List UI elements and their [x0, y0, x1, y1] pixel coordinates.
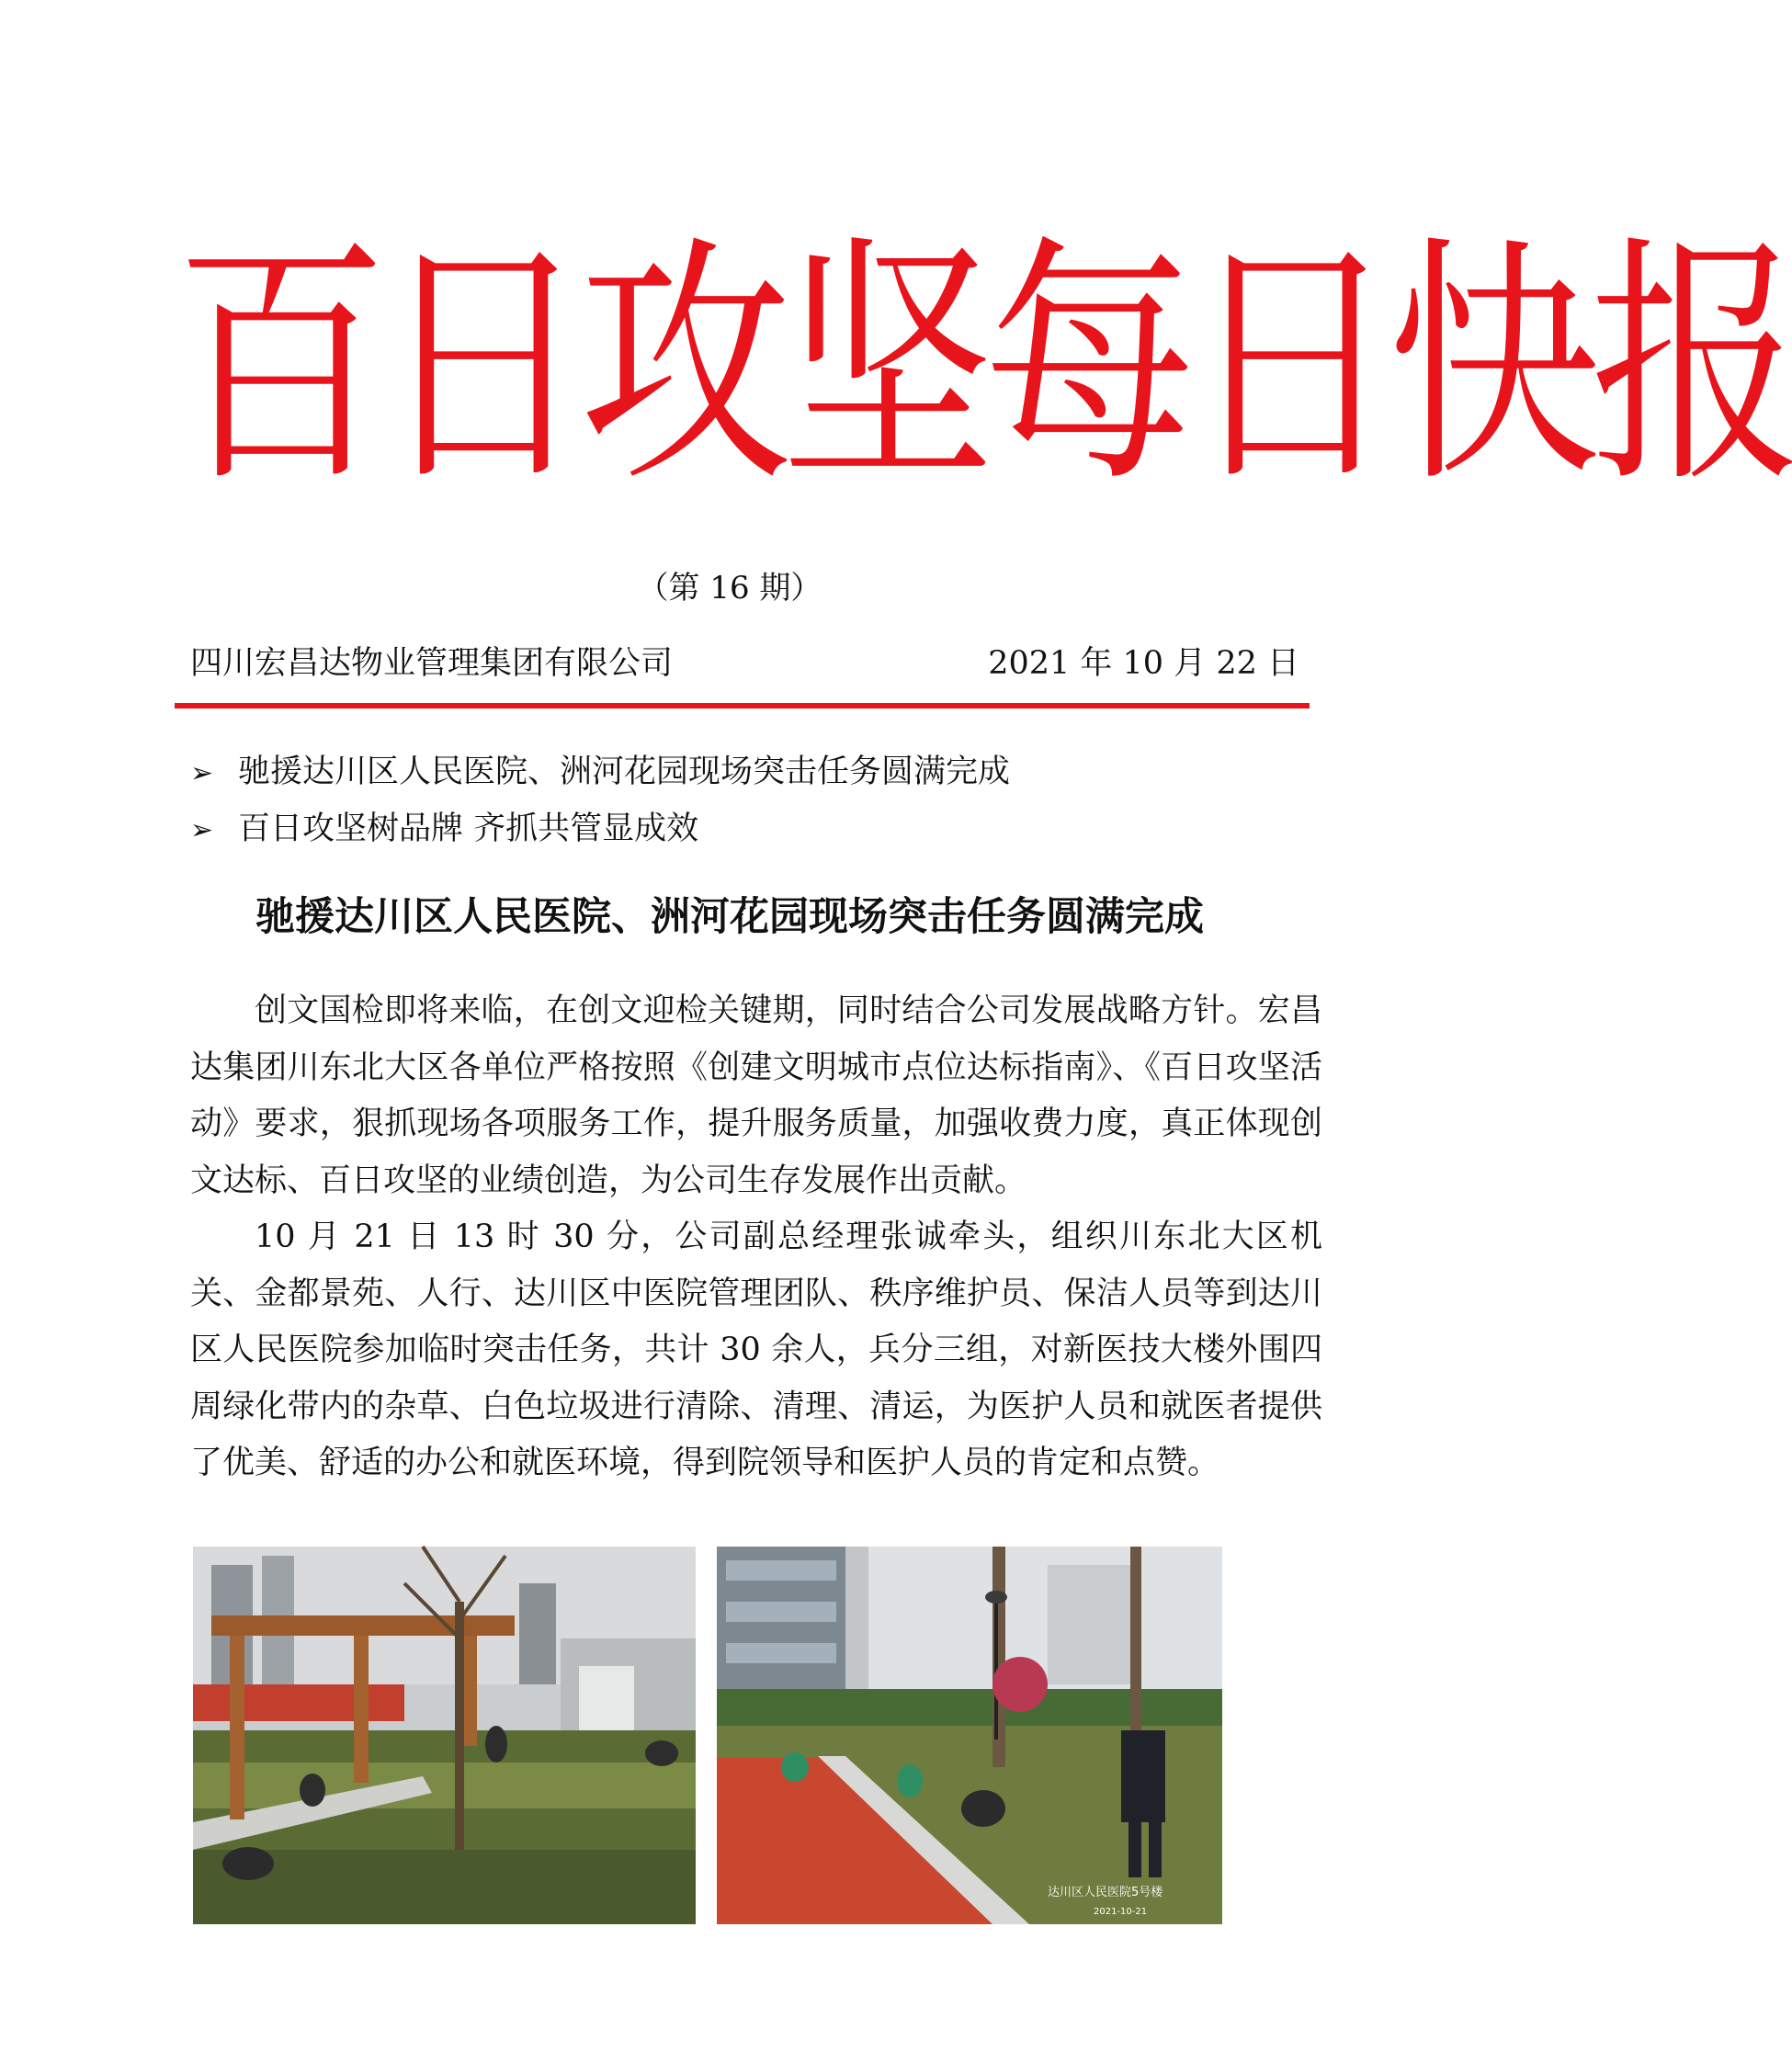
contents-item-text: 百日攻坚树品牌 齐抓共管显成效 — [238, 810, 699, 847]
company-name: 四川宏昌达物业管理集团有限公司 — [190, 645, 674, 682]
article-body — [190, 983, 1322, 1492]
hospital-scene-image — [717, 1547, 1222, 1924]
header-divider — [175, 703, 1310, 708]
contents-item — [190, 801, 1010, 858]
photo-date-stamp: 2021-10-21 — [1094, 1907, 1148, 1917]
publisher-row — [190, 643, 1299, 684]
contents-item-text: 驰援达川区人民医院、洲河花园现场突击任务圆满完成 — [238, 754, 1011, 790]
publish-date: 2021 年 10 月 22 日 — [988, 645, 1299, 682]
arrow-bullet-icon: ➢ — [190, 757, 214, 789]
garden-scene-image — [193, 1547, 696, 1924]
issue-number: （第 16 期） — [637, 570, 822, 606]
article-paragraph: 创文国检即将来临，在创文迎检关键期，同时结合公司发展战略方针。宏昌达集团川东北大区各单位严格按照《创建文明城市点位达标指南》、《百日攻坚活动》要求，狠抓现场各项服务工作，提升服务质量，加强收费力度，真正体现创文达标、百日攻坚的业绩创造，为公司生存发展作出贡献。 — [190, 992, 1322, 1199]
photo-garden-weeding — [193, 1547, 696, 1924]
arrow-bullet-icon: ➢ — [190, 814, 214, 846]
article-paragraph: 10 月 21 日 13 时 30 分，公司副总经理张诚牵头，组织川东北大区机关、金都景苑、人行、达川区中医院管理团队、秩序维护员、保洁人员等到达川区人民医院参加临时突击任务，共计 30 余人，兵分三组，对新医技大楼外围四周绿化带内的杂草、白色垃圾进行清除、清理、清运，为医护人员和就医者提供了优美、舒适的办公和就医环境，得到院领导和医护人员的肯定和点赞。 — [190, 1219, 1322, 1481]
contents-list — [190, 744, 1010, 858]
contents-item — [190, 744, 1010, 801]
article-title: 驰援达川区人民医院、洲河花园现场突击任务圆满完成 — [255, 894, 1204, 940]
photo-watermark: 达川区人民医院5号楼 — [1048, 1886, 1163, 1899]
photo-hospital-cleanup — [717, 1547, 1222, 1924]
masthead-title: 百日攻坚每日快报 — [175, 214, 1792, 517]
